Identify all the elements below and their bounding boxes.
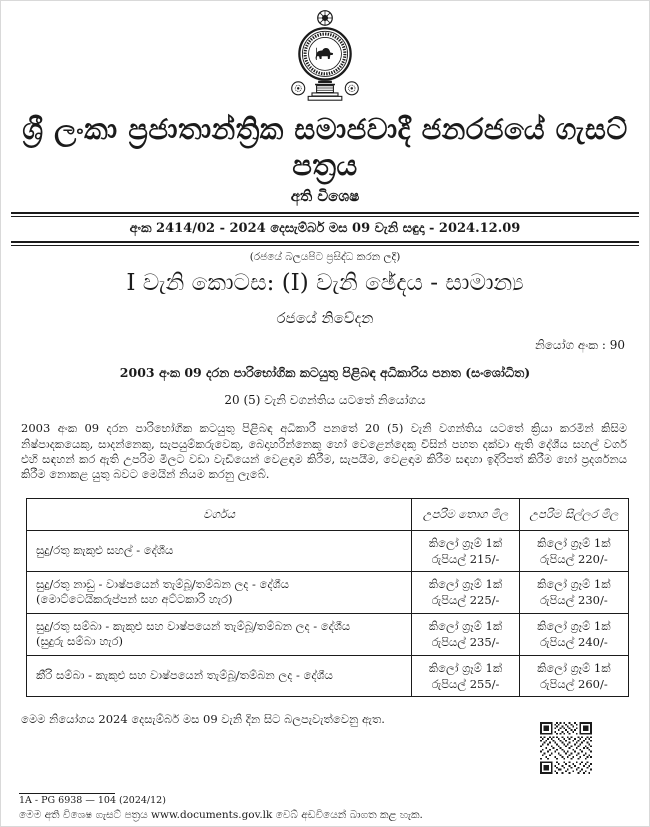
gazette-title: ශ්‍රී ලංකා ප්‍රජාතාන්ත්‍රික සමාජවාදී ජනරජයේ ගැසට් පත්‍රය [22,112,628,183]
category-text: කීරි සම්බා - කැකුළු සහ වාෂ්පයෙන් තැම්බූ/තම්බන ලද - දේශීය [36,668,333,683]
unit-text: කිලෝ ග්‍රෑම් 1ක් [537,577,611,592]
issue-line: අංක 2414/02 - 2024 දෙසැම්බර් මස 09 වැනි සඳුදා - 2024.12.09 [129,220,521,236]
wholesale-price: රුපියල් 215/- [431,551,500,566]
table-header-row [27,498,629,530]
category-text: සුදු/රතු නාඩු - වාෂ්පයෙන් තැම්බූ/තම්බන ලද - දේශීය [36,576,289,591]
table-row [27,530,629,571]
coat-of-arms-graphic [282,8,368,109]
category-note: (සුදුරු සම්බා හැර) [36,634,124,649]
category-note: (මොට්ටෙයිකරුප්පන් සහ අට්ටකාරි හැර) [36,592,233,607]
authority-note: (රජයේ බලයපිට ප්‍රසිද්ධ කරන ලදි) [249,250,401,263]
retail-price: රුපියල් 230/- [539,593,608,608]
qr-code-graphic [540,722,592,774]
unit-text: කිලෝ ග්‍රෑම් 1ක් [428,535,503,550]
column-header-retail: උපරිම සිල්ලර මිල [519,498,628,530]
retail-price: රුපියල් 260/- [539,677,608,692]
qr-code-icon [540,722,592,778]
wholesale-price: රුපියල් 225/- [431,593,500,608]
retail-price: රුපියල් 240/- [539,635,608,650]
unit-text: කිලෝ ග්‍රෑම් 1ක් [537,660,611,675]
unit-text: කිලෝ ග්‍රෑම් 1ක් [537,535,611,550]
wholesale-price: රුපියල් 235/- [431,635,500,650]
table-row [27,655,629,696]
unit-text: කිලෝ ග්‍රෑම් 1ක් [428,577,503,592]
column-header-category: වර්ගය [27,498,412,530]
unit-text: කිලෝ ග්‍රෑම් 1ක් [428,660,503,675]
part-heading: I වැනි කොටස: (I) වැනි ඡේදය - සාමාන්‍ය [126,269,524,296]
sri-lanka-coat-of-arms-icon [1,1,649,109]
footer [19,793,631,822]
body-paragraph: 2003 අංක 09 දරන පාරිභෝගික කටයුතු පිළිබඳ අධිකාරී පනතේ 20 (5) වැනි වගන්තිය යටතේ ක්‍රියා කරමින් කිසිම නිෂ්පාදකයෙකු, සාදන්නෙකු, සැපයුම්කරුවෙකු, බෙදාහරින්නෙකු හෝ වෙළෙන්දෙකු විසින් පහත දක්වා ඇති දේශීය සහල් වර්ග එහි සඳහන් කර ඇති උපරිම මිලට වඩා වැඩියෙන් වෙළඳාම කිරීම, සැපයීම, වෙළඳාම කිරීම සඳහා ඉදිරිපත් කිරීම හෝ ප්‍රදර්ශනය කිරීම නොකළ යුතු බවට මෙයින් නියම කරනු ලැබේ. [21,421,627,482]
divider-bottom [11,241,639,246]
download-note: මෙම අති විශෙෂ ගැසට් පත්‍රය www.documents.gov.lk වෙබ් අඩවියෙන් බාගත කළ හැක. [19,809,423,821]
column-header-wholesale: උපරිම තොග මිල [412,498,519,530]
act-heading: 2003 අංක 09 දරන පාරිභෝගික කටයුතු පිළිබඳ අධිකාරිය පනත (සංශෝධිත) [119,365,531,381]
category-text: සුදු/රතු සම්බා - කැකුළු සහ වාෂ්පයෙන් තැම්බූ/තම්බන ලද - දේශීය [36,618,351,633]
effective-note: මෙම නියෝගය 2024 දෙසැම්බර් මස 09 වැනි දින සිට බලපැවැත්වෙනු ඇත. [21,712,385,727]
section-heading: රජයේ නිවේදන [276,309,374,328]
order-number: නියෝග අංක : 90 [534,338,625,353]
table-row [27,571,629,613]
footer-divider [19,793,115,794]
rice-price-table [26,498,629,697]
wholesale-price: රුපියල් 255/- [431,677,500,692]
retail-price: රුපියල් 220/- [539,551,608,566]
table-row [27,613,629,655]
unit-text: කිලෝ ග්‍රෑම් 1ක් [428,619,503,634]
unit-text: කිලෝ ග්‍රෑම් 1ක් [537,619,611,634]
order-subheading: 20 (5) වැනි වගන්තිය යටතේ නියෝගය [224,393,426,408]
gazette-subtitle: අති විශෙෂ [290,186,360,205]
category-text: සුදු/රතු කැකුළු සහල් - දේශීය [36,543,174,558]
print-code: 1A - PG 6938 — 104 (2024/12) [19,795,166,806]
